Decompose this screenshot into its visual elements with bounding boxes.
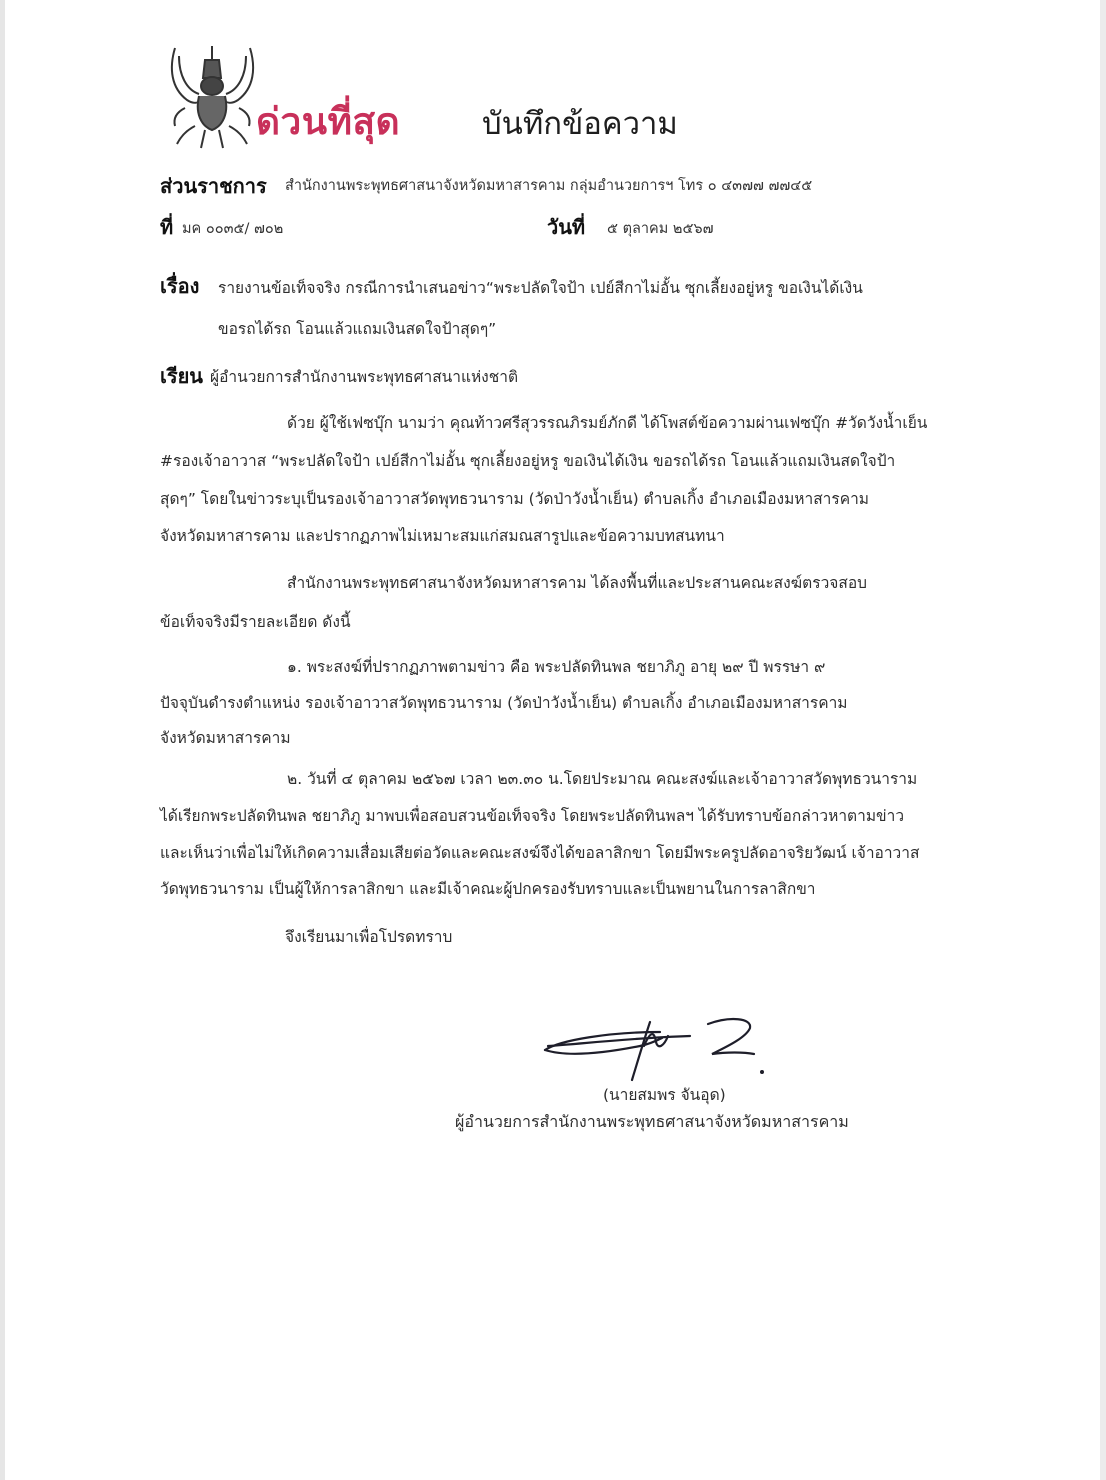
- handwritten-signature-icon: [540, 1010, 780, 1090]
- subject-line-1: รายงานข้อเท็จจริง กรณีการนำเสนอข่าว“พระปลัดใจป้า เปย์สีกาไม่อั้น ซุกเลี้ยงอยู่หรู ขอเงินได้เงิน: [218, 279, 863, 297]
- page-edge-right: [1100, 0, 1106, 1480]
- reference-value: มค ๐๐๓๕/ ๗๐๒: [182, 221, 284, 237]
- garuda-emblem-icon: [165, 38, 260, 153]
- body-p2-line-1: สำนักงานพระพุทธศาสนาจังหวัดมหาสารคาม ได้ลงพื้นที่และประสานคณะสงฆ์ตรวจสอบ: [287, 574, 867, 592]
- body-item1-line-2: ปัจจุบันดำรงตำแหน่ง รองเจ้าอาวาสวัดพุทธวนาราม (วัดป่าวังน้ำเย็น) ตำบลเกิ้ง อำเภอเมืองมหาสารคาม: [160, 694, 848, 712]
- agency-label: ส่วนราชการ: [160, 174, 267, 198]
- body-p1-line-1: ด้วย ผู้ใช้เฟซบุ๊ก นามว่า คุณท้าวศรีสุวรรณภิรมย์ภักดี ได้โพสต์ข้อความผ่านเฟซบุ๊ก #วัดวังน้ำเย็น: [287, 414, 928, 432]
- to-label: เรียน: [160, 364, 203, 388]
- agency-value: สำนักงานพระพุทธศาสนาจังหวัดมหาสารคาม กลุ่มอำนวยการฯ โทร ๐ ๔๓๗๗ ๗๗๔๕: [285, 178, 813, 194]
- page-edge-left: [0, 0, 5, 1480]
- memo-title: บันทึกข้อความ: [482, 106, 678, 142]
- body-item2-line-4: วัดพุทธวนาราม เป็นผู้ให้การลาสิกขา และมีเจ้าคณะผู้ปกครองรับทราบและเป็นพยานในการลาสิกขา: [160, 880, 816, 898]
- body-p1-line-4: จังหวัดมหาสารคาม และปรากฏภาพไม่เหมาะสมแก่สมณสารูปและข้อความบทสนทนา: [160, 527, 725, 545]
- subject-line-2: ขอรถได้รถ โอนแล้วแถมเงินสดใจป้าสุดๆ”: [218, 320, 497, 338]
- to-value: ผู้อำนวยการสำนักงานพระพุทธศาสนาแห่งชาติ: [210, 368, 519, 386]
- body-item1-line-3: จังหวัดมหาสารคาม: [160, 729, 291, 747]
- body-p2-line-2: ข้อเท็จจริงมีรายละเอียด ดังนี้: [160, 613, 351, 631]
- closing-line: จึงเรียนมาเพื่อโปรดทราบ: [285, 928, 453, 946]
- body-item2-line-2: ได้เรียกพระปลัดทินพล ชยาภิภู มาพบเพื่อสอบสวนข้อเท็จจริง โดยพระปลัดทินพลฯ ได้รับทราบข้อกล่าวหาตามข่าว: [160, 807, 905, 825]
- date-label: วันที่: [547, 215, 586, 239]
- body-p1-line-3: สุดๆ” โดยในข่าวระบุเป็นรองเจ้าอาวาสวัดพุทธวนาราม (วัดป่าวังน้ำเย็น) ตำบลเกิ้ง อำเภอเมืองมหาสารคาม: [160, 490, 869, 508]
- body-item1-line-1: ๑. พระสงฆ์ที่ปรากฏภาพตามข่าว คือ พระปลัดทินพล ชยาภิภู อายุ ๒๙ ปี พรรษา ๙: [287, 658, 826, 676]
- body-item2-line-3: และเห็นว่าเพื่อไม่ให้เกิดความเสื่อมเสียต่อวัดและคณะสงฆ์จึงได้ขอลาสิกขา โดยมีพระครูปลัดอาจริยวัฒน์ เจ้าอาวาส: [160, 844, 920, 862]
- urgency-stamp: ด่วนที่สุด: [256, 100, 401, 143]
- reference-label: ที่: [160, 215, 174, 239]
- signatory-name: (นายสมพร จันอุด): [603, 1086, 726, 1104]
- body-p1-line-2: #รองเจ้าอาวาส “พระปลัดใจป้า เปย์สีกาไม่อั้น ซุกเลี้ยงอยู่หรู ขอเงินได้เงิน ขอรถได้รถ โอนแล้วแถมเงินสดใจป้า: [160, 452, 896, 470]
- signatory-position: ผู้อำนวยการสำนักงานพระพุทธศาสนาจังหวัดมหาสารคาม: [455, 1112, 849, 1131]
- body-item2-line-1: ๒. วันที่ ๔ ตุลาคม ๒๕๖๗ เวลา ๒๓.๓๐ น.โดยประมาณ คณะสงฆ์และเจ้าอาวาสวัดพุทธวนาราม: [287, 770, 918, 788]
- subject-label: เรื่อง: [160, 274, 200, 298]
- date-value: ๕ ตุลาคม ๒๕๖๗: [607, 221, 714, 237]
